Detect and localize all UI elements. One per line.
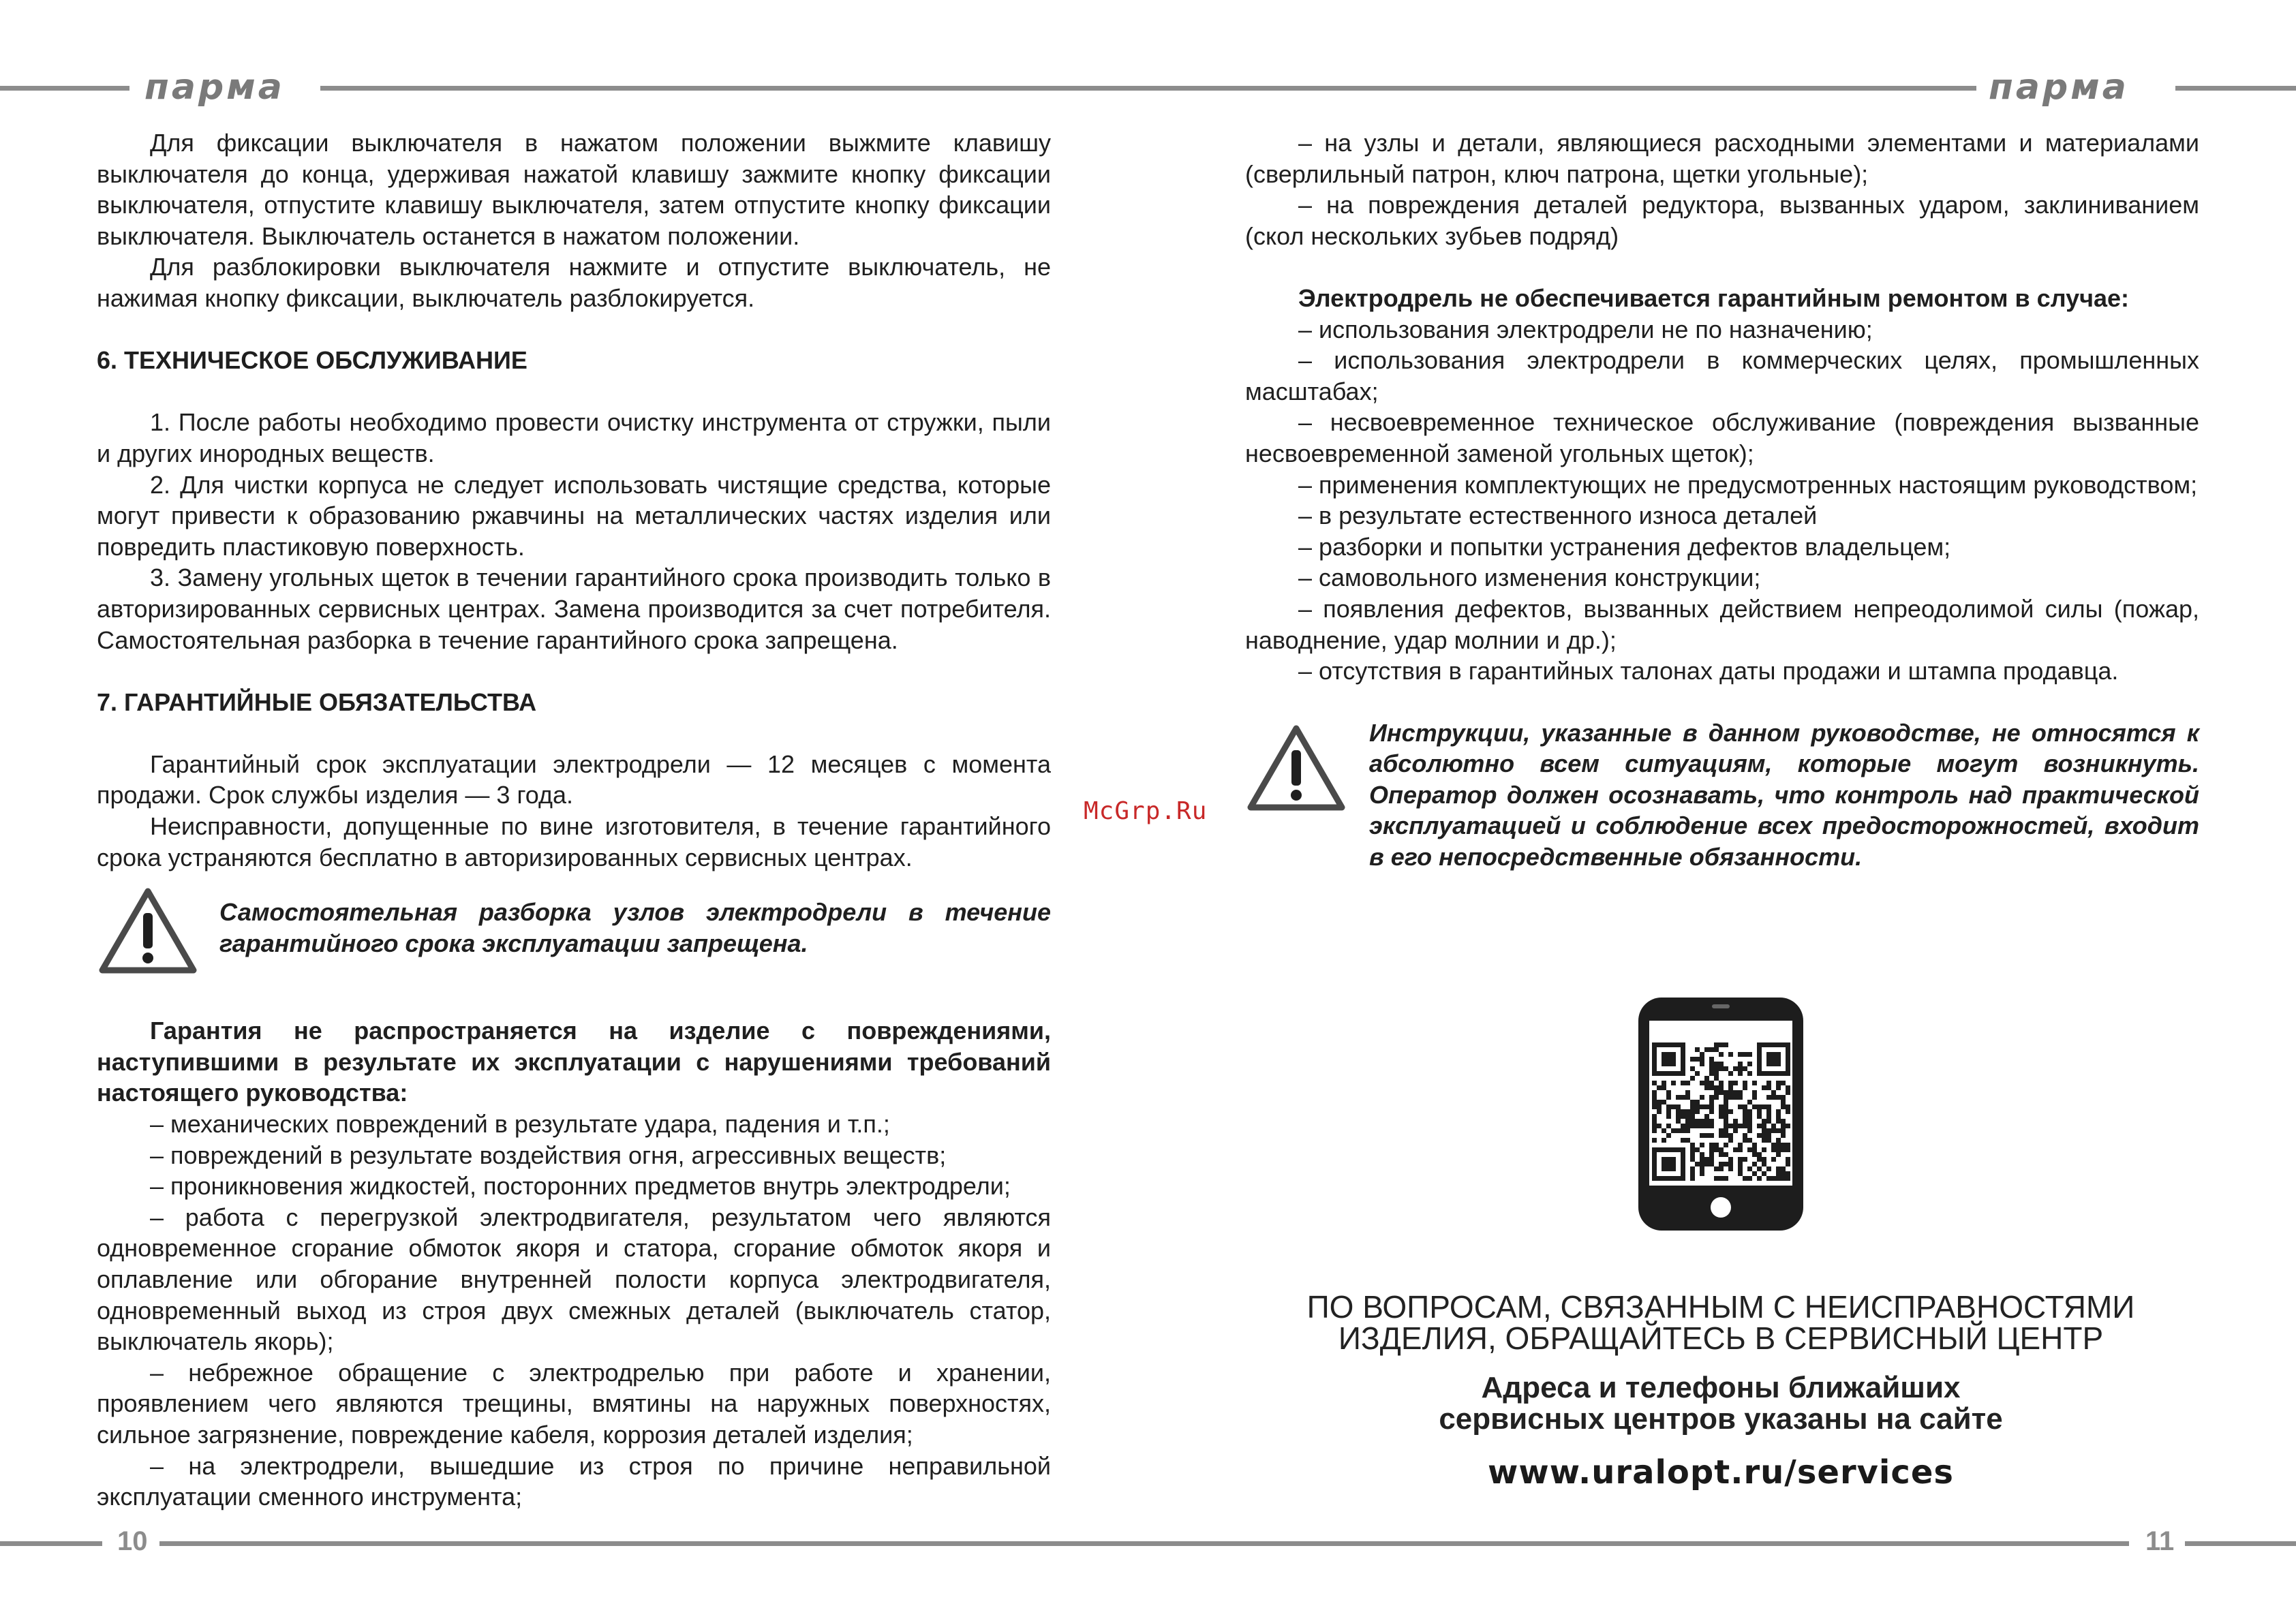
paragraph-switch-unlock: Для разблокировки выключателя нажмите и отпустите выключатель, не нажимая кнопку фиксации, выключатель разблокируется. [97, 253, 1051, 312]
service-contact-notice [1234, 1291, 2208, 1354]
exclusion-item: – работа с перегрузкой электродвигателя, результатом чего являются одновременное сгорание обмоток якоря и статора, сгорание обмоток якоря и оплавление или обгорание внутренней полости корпуса электродвигателя, одновременный выход из строя двух смежных деталей (выключатель статор, выключатель якорь); [97, 1203, 1051, 1356]
header-rule-left-b [320, 86, 1976, 91]
warning-triangle-icon [1245, 723, 1347, 813]
brand-logo-right: парма [1989, 67, 2129, 108]
warning-text-right: Инструкции, указанные в данном руководстве, не относятся к абсолютно всем ситуациям, которые могут возникнуть. Оператор должен осознавать, что контроль над практической эксплуатацией и соблюдение всех предосторожностей, входит в его непосредственные обязанности. [1369, 718, 2199, 871]
exclusion-item: – повреждений в результате воздействия огня, агрессивных веществ; [150, 1141, 947, 1169]
service-address-line-2: сервисных центров указаны на сайте [1439, 1402, 2003, 1436]
service-notice-line-1: ПО ВОПРОСАМ, СВЯЗАННЫМ С НЕИСПРАВНОСТЯМИ [1306, 1289, 2135, 1325]
brand-logo-left: парма [144, 67, 285, 108]
warranty-defects: Неисправности, допущенные по вине изготовителя, в течение гарантийного срока устраняются бесплатно в авторизированных сервисных центрах. [97, 812, 1051, 871]
paragraph-switch-lock: Для фиксации выключателя в нажатом положении выжмите клавишу выключателя до конца, удерживая нажатой клавишу зажмите кнопку фиксации выключателя, отпустите клавишу выключателя, затем отпустите кнопку фиксации выключателя. Выключатель останется в нажатом положении. [97, 129, 1051, 250]
footer-rule-left [0, 1541, 102, 1546]
section-heading-warranty: 7. ГАРАНТИЙНЫЕ ОБЯЗАТЕЛЬСТВА [97, 687, 537, 716]
phone-qr-code-icon [1636, 995, 1806, 1233]
no-warranty-item: – использования электродрели в коммерческих целях, промышленных масштабах; [1245, 346, 2199, 405]
watermark: McGrp.Ru [1084, 797, 1208, 825]
section-heading-maintenance: 6. ТЕХНИЧЕСКОЕ ОБСЛУЖИВАНИЕ [97, 346, 527, 375]
warranty-term: Гарантийный срок эксплуатации электродрели — 12 месяцев с момента продажи. Срок службы изделия — 3 года. [97, 749, 1051, 809]
left-column [97, 127, 1051, 1513]
exclusion-item: – проникновения жидкостей, посторонних предметов внутрь электродрели; [150, 1172, 1011, 1201]
service-notice-line-2: ИЗДЕЛИЯ, ОБРАЩАЙТЕСЬ В СЕРВИСНЫЙ ЦЕНТР [1338, 1320, 2104, 1356]
warning-triangle-icon [97, 886, 199, 976]
exclusion-item: – на повреждения деталей редуктора, вызванных ударом, заклиниванием (скол нескольких зубьев подряд) [1245, 191, 2199, 250]
maintenance-item-2: 2. Для чистки корпуса не следует использовать чистящие средства, которые могут привести к образованию ржавчины на металлических частях изделия или повредить пластиковую поверхность. [97, 470, 1051, 561]
service-address-line-1: Адреса и телефоны ближайших [1481, 1371, 1961, 1404]
page-number-right: 11 [2145, 1526, 2175, 1556]
no-warranty-heading: Электродрель не обеспечивается гарантийным ремонтом в случае: [1298, 283, 2130, 312]
no-warranty-item: – появления дефектов, вызванных действием непреодолимой силы (пожар, наводнение, удар молнии и др.); [1245, 594, 2199, 654]
exclusion-item: – механических повреждений в результате удара, падения и т.п.; [150, 1110, 890, 1139]
no-warranty-item: – отсутствия в гарантийных талонах даты продажи и штампа продавца. [1298, 657, 2119, 685]
no-warranty-item: – применения комплектующих не предусмотренных настоящим руководством; [1298, 470, 2198, 499]
service-address-info [1234, 1372, 2208, 1435]
maintenance-item-3: 3. Замену угольных щеток в течении гарантийного срока производить только в авторизированных сервисных центрах. Замена производится за счет потребителя. Самостоятельная разборка в течение гарантийного срока запрещена. [97, 563, 1051, 654]
exclusion-item: – на электродрели, вышедшие из строя по причине неправильной эксплуатации сменного инструмента; [97, 1451, 1051, 1511]
no-warranty-item: – несвоевременное техническое обслуживание (повреждения вызванные несвоевременной заменой угольных щеток); [1245, 408, 2199, 467]
service-website-link[interactable]: www.uralopt.ru/services [1488, 1453, 1954, 1491]
no-warranty-item: – самовольного изменения конструкции; [1298, 563, 1761, 592]
header-rule-right [2175, 86, 2296, 91]
warning-block-right [1245, 717, 2199, 871]
footer-rule-right [2185, 1541, 2296, 1546]
exclusion-item: – небрежное обращение с электродрелью при работе и хранении, проявлением чего являются трещины, вмятины на наружных поверхностях, сильное загрязнение, повреждение кабеля, коррозия деталей изделия; [97, 1358, 1051, 1449]
maintenance-item-1: 1. После работы необходимо провести очистку инструмента от стружки, пыли и других инородных веществ. [97, 408, 1051, 467]
no-warranty-item: – в результате естественного износа деталей [1298, 501, 1818, 530]
warning-block-left [97, 897, 1051, 981]
warning-text-left: Самостоятельная разборка узлов электродрели в течение гарантийного срока эксплуатации запрещена. [219, 898, 1051, 957]
right-column [1245, 127, 2199, 871]
header-rule-left-a [0, 86, 129, 91]
exclusions-heading: Гарантия не распространяется на изделие с повреждениями, наступившими в результате их эксплуатации с нарушениями требований настоящего руководства: [97, 1017, 1051, 1107]
exclusion-item: – на узлы и детали, являющиеся расходными элементами и материалами (сверлильный патрон, ключ патрона, щетки угольные); [1245, 129, 2199, 188]
no-warranty-item: – разборки и попытки устранения дефектов владельцем; [1298, 532, 1951, 561]
footer-rule-middle [159, 1541, 2129, 1546]
no-warranty-item: – использования электродрели не по назначению; [1298, 315, 1873, 343]
page-number-left: 10 [117, 1526, 148, 1556]
